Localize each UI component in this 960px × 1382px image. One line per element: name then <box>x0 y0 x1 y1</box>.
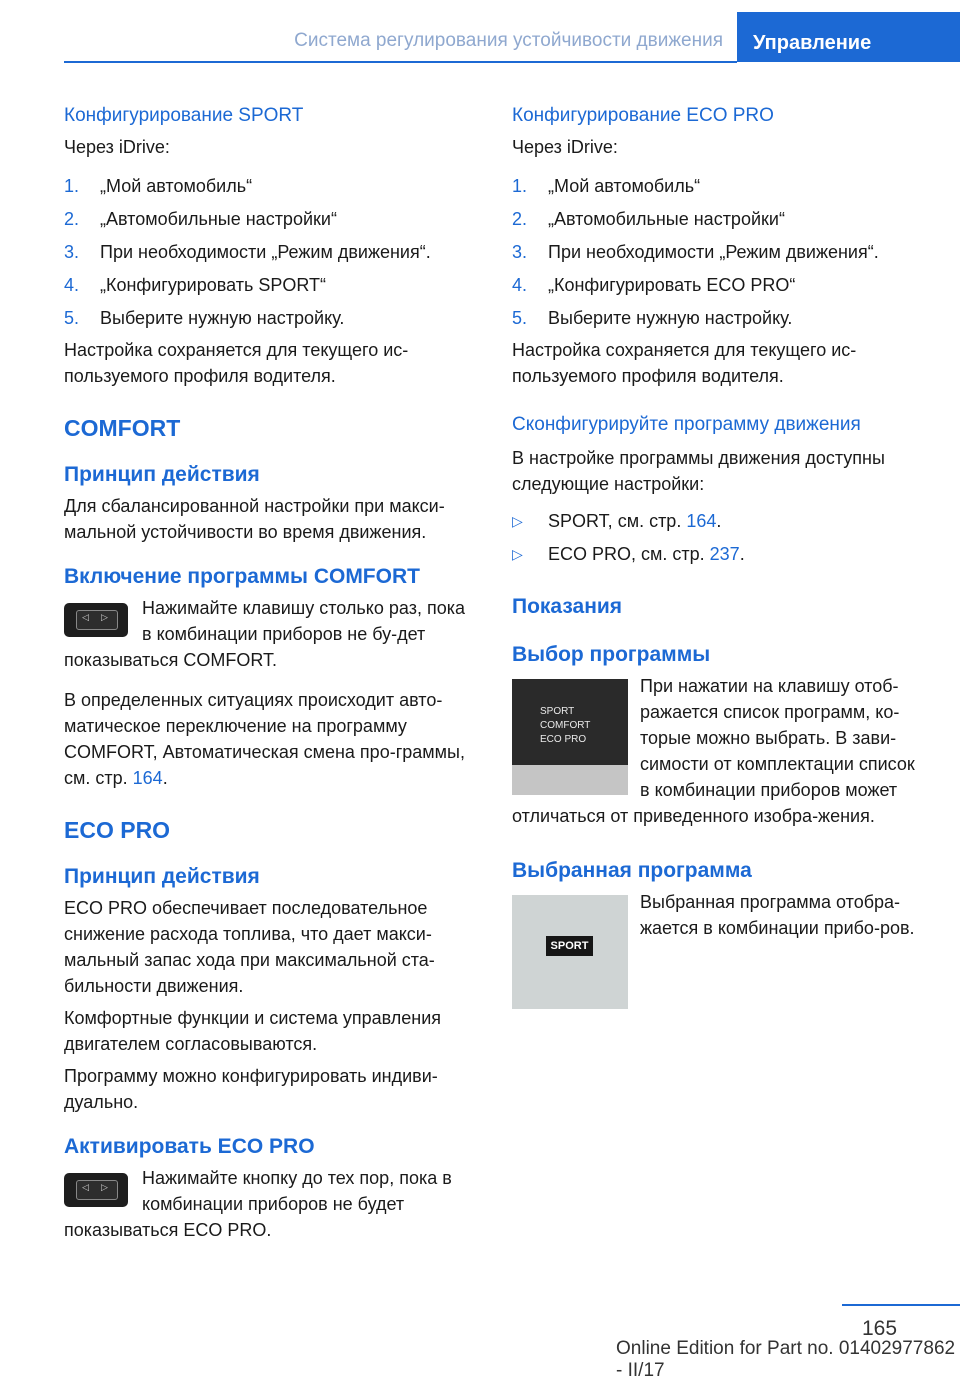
comfort-auto-text: В определенных ситуациях происходит авто‐матическое переключение на программу COMFORT, Автоматическая смена про‐граммы, см. стр. 164. <box>64 690 465 788</box>
driving-switch-icon: ◁ ▷ <box>64 603 128 637</box>
list-item: 4. „Конфигурировать ECO PRO“ <box>512 275 796 295</box>
list-item: 2. „Автомобильные настройки“ <box>512 209 785 229</box>
list-item: 5. Выберите нужную настройку. <box>512 308 793 328</box>
sport-config-note: Настройка сохраняется для текущего ис‐пользуемого профиля водителя. <box>64 340 409 386</box>
left-column <box>64 100 476 1243</box>
select-program-title: Выбор программы <box>512 643 711 666</box>
selected-program-block <box>512 885 924 1013</box>
eco-config-steps <box>512 170 924 335</box>
list-item: ▷ ECO PRO, см. стр. 237. <box>512 544 745 564</box>
footer-rule <box>842 1304 960 1306</box>
comfort-enable-title: Включение программы COMFORT <box>64 565 420 588</box>
eco-p3: Программу можно конфигурировать индиви‐дуально. <box>64 1066 438 1112</box>
eco-config-intro: Через iDrive: <box>512 137 618 157</box>
eco-principle-title: Принцип действия <box>64 865 260 888</box>
display-section <box>512 593 924 1013</box>
eco-activate-text: Нажимайте кнопку до тех пор, пока в комбинации приборов не будет показываться ECO PRO. <box>64 1168 452 1240</box>
selected-program-image <box>512 895 628 1009</box>
eco-config-title: Конфигурирование ECO PRO <box>512 105 774 126</box>
page-number: 165 <box>862 1317 898 1340</box>
edition-line: Online Edition for Part no. 01402977862 - II/17 <box>616 1338 956 1381</box>
sport-config-intro: Через iDrive: <box>64 137 170 157</box>
list-item: 1. „Мой автомобиль“ <box>64 176 253 196</box>
right-column <box>512 100 924 1013</box>
page-link[interactable]: 237 <box>709 544 740 564</box>
selected-program-title: Выбранная программа <box>512 859 752 882</box>
select-program-block <box>512 669 924 829</box>
eco-p2: Комфортные функции и система управления двигателем согласовываются. <box>64 1008 442 1054</box>
list-item: 1. „Мой автомобиль“ <box>512 176 701 196</box>
select-program-text: При нажатии на клавишу отоб‐ражается список программ, ко‐торые можно выбрать. В зави‐симости от комплектации список в комбинации приборов может отличаться от приведенного изобра‐жения. <box>512 676 915 826</box>
menu-option: COMFORT <box>540 720 591 731</box>
sport-badge: SPORT <box>546 936 593 956</box>
comfort-section <box>64 413 476 791</box>
display-title: Показания <box>512 595 623 618</box>
list-item: ▷ SPORT, см. стр. 164. <box>512 511 722 531</box>
list-item: 3. При необходимости „Режим движения“. <box>64 242 431 262</box>
configure-program-list <box>512 505 924 571</box>
list-item: 2. „Автомобильные настройки“ <box>64 209 337 229</box>
menu-option: ECO PRO <box>540 734 587 745</box>
running-header-section: Система регулирования устойчивости движения <box>294 30 723 51</box>
menu-option: SPORT <box>540 706 575 717</box>
program-menu-image <box>512 679 628 795</box>
comfort-principle-title: Принцип действия <box>64 463 260 486</box>
sport-config-steps <box>64 170 476 335</box>
list-item: 3. При необходимости „Режим движения“. <box>512 242 879 262</box>
comfort-principle-text: Для сбалансированной настройки при макси‐мальной устойчивости во время движения. <box>64 496 445 542</box>
sport-config-section <box>64 100 476 389</box>
page-link[interactable]: 164 <box>686 511 717 531</box>
list-item: 5. Выберите нужную настройку. <box>64 308 345 328</box>
configure-program-text: В настройке программы движения доступны следующие настройки: <box>512 448 885 494</box>
running-header-chapter-tab: Управление <box>737 12 960 62</box>
eco-pro-title: ECO PRO <box>64 817 171 843</box>
eco-config-note: Настройка сохраняется для текущего ис‐пользуемого профиля водителя. <box>512 340 857 386</box>
sport-config-title: Конфигурирование SPORT <box>64 105 304 126</box>
eco-config-section <box>512 100 924 389</box>
list-item: 4. „Конфигурировать SPORT“ <box>64 275 327 295</box>
comfort-title: COMFORT <box>64 415 181 441</box>
driving-switch-icon: ◁ ▷ <box>64 1173 128 1207</box>
eco-activate-block <box>64 1161 476 1243</box>
configure-program-section <box>512 411 924 571</box>
configure-program-title: Сконфигурируйте программу движения <box>512 414 861 435</box>
comfort-enable-text: Нажимайте клавишу столько раз, пока в комбинации приборов не бу‐дет показываться COMFORT. <box>64 598 465 670</box>
page-link[interactable]: 164 <box>132 768 163 788</box>
eco-pro-section <box>64 815 476 1243</box>
eco-p1: ECO PRO обеспечивает последовательное снижение расхода топлива, что дает макси‐мальный запас хода при максимальной ста‐бильности движения. <box>64 898 435 996</box>
comfort-enable-block <box>64 591 476 673</box>
header-rule <box>64 61 737 63</box>
selected-program-text: Выбранная программа отобра‐жается в комбинации прибо‐ров. <box>640 892 915 938</box>
eco-activate-title: Активировать ECO PRO <box>64 1135 315 1158</box>
